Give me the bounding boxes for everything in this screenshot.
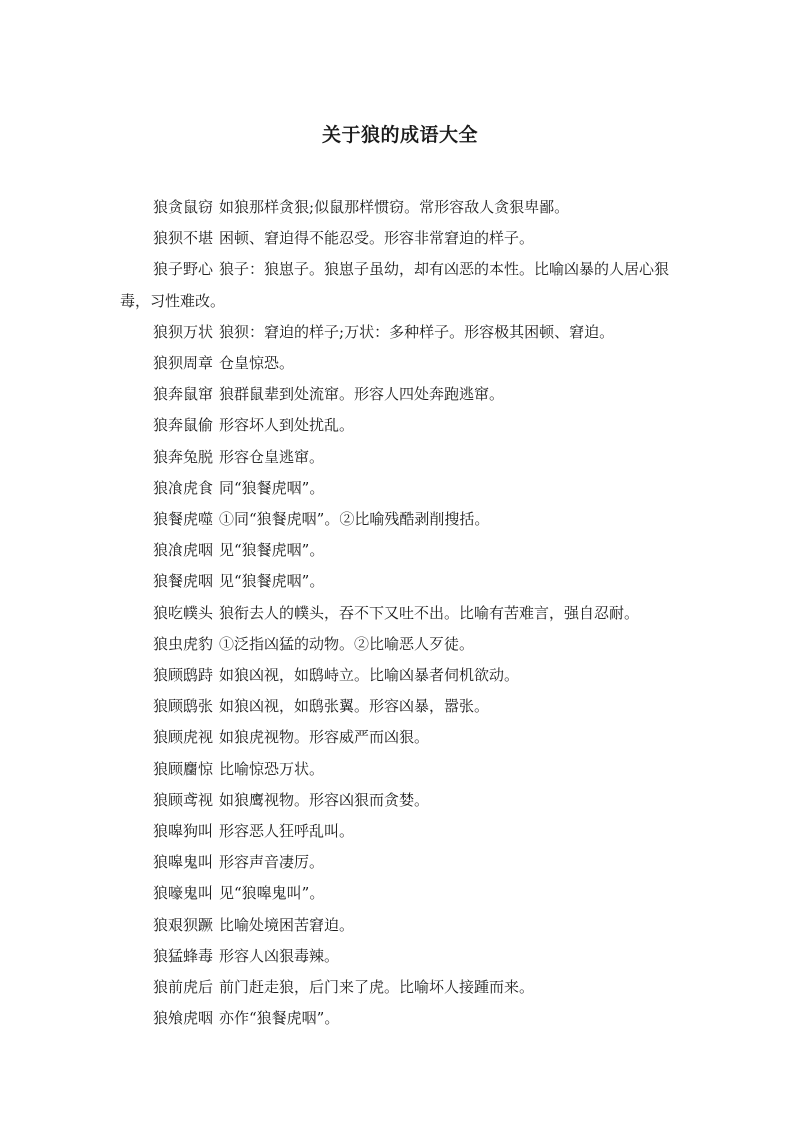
list-item — [120, 442, 682, 473]
list-item — [120, 535, 682, 566]
idiom-term: 狼狈周章 — [153, 354, 214, 373]
idiom-definition: 如狼虎视物。形容威严而凶狠。 — [219, 728, 430, 747]
list-item — [120, 847, 682, 878]
list-item — [120, 410, 682, 441]
idiom-term: 狼前虎后 — [153, 978, 214, 997]
idiom-definition: 比喻处境困苦窘迫。 — [219, 915, 355, 934]
idiom-list — [120, 192, 682, 1034]
list-item — [120, 972, 682, 1003]
idiom-term: 狼顾鸱跱 — [153, 666, 214, 685]
idiom-term: 狼奔鼠偷 — [153, 416, 214, 435]
idiom-definition: 狼子：狼崽子。狼崽子虽幼，却有凶恶的本性。比喻凶暴的人居心狠毒，习性难改。 — [120, 260, 670, 310]
idiom-term: 狼猛蜂毒 — [153, 946, 214, 965]
list-item — [120, 504, 682, 535]
idiom-term: 狼顾麕惊 — [153, 759, 214, 778]
idiom-term: 狼狈万状 — [153, 322, 214, 341]
list-item — [120, 629, 682, 660]
idiom-definition: ①泛指凶猛的动物。②比喻恶人歹徒。 — [219, 634, 475, 653]
list-item — [120, 192, 682, 223]
idiom-definition: ①同“狼餐虎咽”。②比喻残酷剥削搜括。 — [219, 510, 490, 529]
idiom-definition: 比喻惊恐万状。 — [219, 759, 325, 778]
idiom-definition: 如狼凶视，如鸱峙立。比喻凶暴者伺机欲动。 — [219, 666, 520, 685]
idiom-term: 狼顾鸱张 — [153, 697, 214, 716]
idiom-term: 狼狈不堪 — [153, 229, 214, 248]
idiom-definition: 见“狼嗥鬼叫”。 — [219, 884, 325, 903]
list-item — [120, 941, 682, 972]
idiom-term: 狼子野心 — [153, 260, 214, 279]
idiom-definition: 困顿、窘迫得不能忍受。形容非常窘迫的样子。 — [219, 229, 535, 248]
idiom-term: 狼飡虎食 — [153, 478, 214, 497]
list-item — [120, 473, 682, 504]
idiom-definition: 形容恶人狂呼乱叫。 — [219, 822, 355, 841]
idiom-term: 狼飡虎咽 — [153, 541, 214, 560]
list-item — [120, 598, 682, 629]
idiom-term: 狼奔鼠窜 — [153, 385, 214, 404]
idiom-definition: 如狼凶视，如鸱张翼。形容凶暴，嚣张。 — [219, 697, 490, 716]
list-item — [120, 878, 682, 909]
idiom-definition: 前门赶走狼，后门来了虎。比喻坏人接踵而来。 — [219, 978, 535, 997]
list-item — [120, 785, 682, 816]
list-item — [120, 722, 682, 753]
idiom-definition: 狼衔去人的幞头，吞不下又吐不出。比喻有苦难言，强自忍耐。 — [219, 603, 640, 622]
idiom-term: 狼飧虎咽 — [153, 1009, 214, 1028]
idiom-term: 狼嗥鬼叫 — [153, 853, 214, 872]
idiom-definition: 狼群鼠辈到处流窜。形容人四处奔跑逃窜。 — [219, 385, 505, 404]
idiom-term: 狼餐虎噬 — [153, 510, 214, 529]
idiom-term: 狼顾鸢视 — [153, 790, 214, 809]
list-item — [120, 566, 682, 597]
idiom-definition: 形容声音凄厉。 — [219, 853, 325, 872]
list-item — [120, 223, 682, 254]
list-item — [120, 816, 682, 847]
idiom-definition: 形容仓皇逃窜。 — [219, 447, 325, 466]
idiom-term: 狼餐虎咽 — [153, 572, 214, 591]
idiom-definition: 仓皇惊恐。 — [219, 354, 295, 373]
list-item — [120, 317, 682, 348]
list-item — [120, 910, 682, 941]
idiom-term: 狼贪鼠窃 — [153, 198, 214, 216]
list-item — [120, 691, 682, 722]
idiom-definition: 见“狼餐虎咽”。 — [219, 541, 325, 560]
list-item — [120, 1003, 682, 1034]
list-item — [120, 754, 682, 785]
idiom-definition: 形容坏人到处扰乱。 — [219, 416, 355, 435]
idiom-definition: 狼狈：窘迫的样子;万状：多种样子。形容极其困顿、窘迫。 — [219, 322, 615, 341]
idiom-term: 狼奔兔脱 — [153, 447, 214, 466]
idiom-definition: 如狼那样贪狠;似鼠那样惯窃。常形容敌人贪狠卑鄙。 — [219, 198, 570, 216]
idiom-definition: 形容人凶狠毒辣。 — [219, 946, 340, 965]
idiom-term: 狼吃幞头 — [153, 603, 214, 622]
idiom-term: 狼嗥狗叫 — [153, 822, 214, 841]
list-item — [120, 348, 682, 379]
list-item — [120, 254, 682, 316]
idiom-definition: 亦作“狼餐虎咽”。 — [219, 1009, 340, 1028]
idiom-term: 狼嚎鬼叫 — [153, 884, 214, 903]
list-item — [120, 379, 682, 410]
list-item — [120, 660, 682, 691]
idiom-term: 狼虫虎豹 — [153, 634, 214, 653]
idiom-definition: 同“狼餐虎咽”。 — [219, 478, 325, 497]
idiom-term: 狼艰狈蹶 — [153, 915, 214, 934]
page-title: 关于狼的成语大全 — [321, 124, 478, 146]
idiom-definition: 如狼鹰视物。形容凶狠而贪婪。 — [219, 790, 430, 809]
idiom-term: 狼顾虎视 — [153, 728, 214, 747]
idiom-definition: 见“狼餐虎咽”。 — [219, 572, 325, 591]
